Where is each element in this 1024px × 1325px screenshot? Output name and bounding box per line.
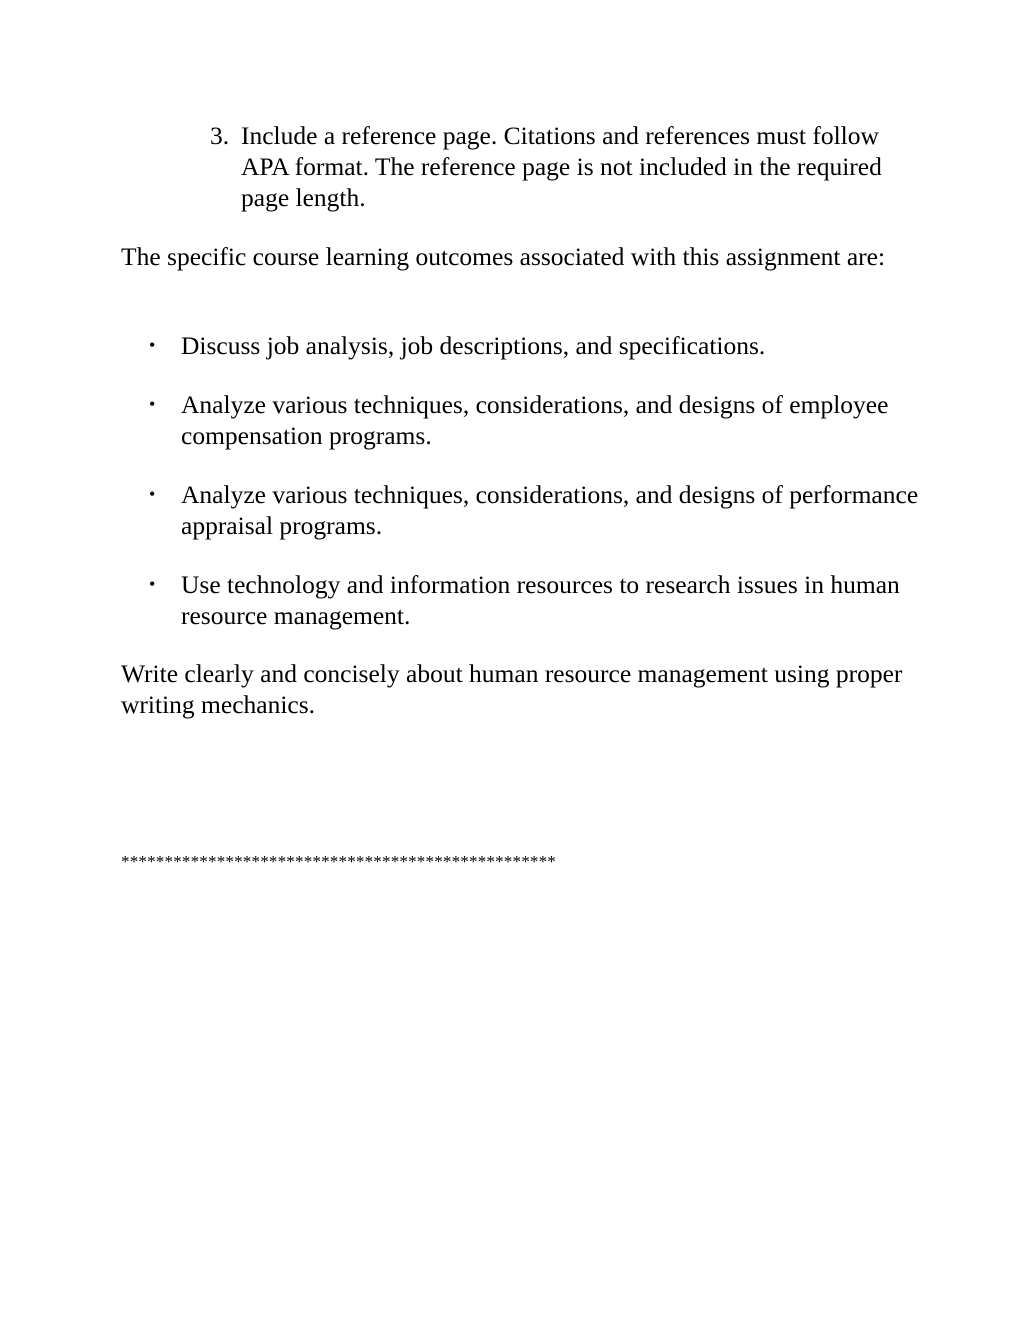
asterisk-separator: ************************************************** <box>121 852 556 871</box>
list-item <box>121 569 921 631</box>
list-number: 3. <box>210 121 230 150</box>
outcome-text: Discuss job analysis, job descriptions, and specifications. <box>181 331 766 360</box>
closing-paragraph: Write clearly and concisely about human resource management using proper writing mechanics. <box>121 659 903 719</box>
list-item <box>121 330 921 361</box>
bullet-icon: • <box>149 574 156 594</box>
list-item-text: Include a reference page. Citations and references must follow APA format. The reference page is not included in the required page length. <box>241 121 882 212</box>
bullet-icon: • <box>149 484 156 504</box>
numbered-list-item-3 <box>210 120 930 213</box>
list-item <box>121 389 921 451</box>
outcomes-intro-paragraph: The specific course learning outcomes associated with this assignment are: <box>121 242 886 271</box>
outcome-text: Analyze various techniques, considerations, and designs of performance appraisal programs. <box>181 480 919 540</box>
outcomes-bullet-list <box>121 330 921 659</box>
bullet-icon: • <box>149 335 156 355</box>
outcome-text: Analyze various techniques, considerations, and designs of employee compensation programs. <box>181 390 889 450</box>
outcome-text: Use technology and information resources to research issues in human resource management. <box>181 570 900 630</box>
bullet-icon: • <box>149 394 156 414</box>
list-item <box>121 479 921 541</box>
